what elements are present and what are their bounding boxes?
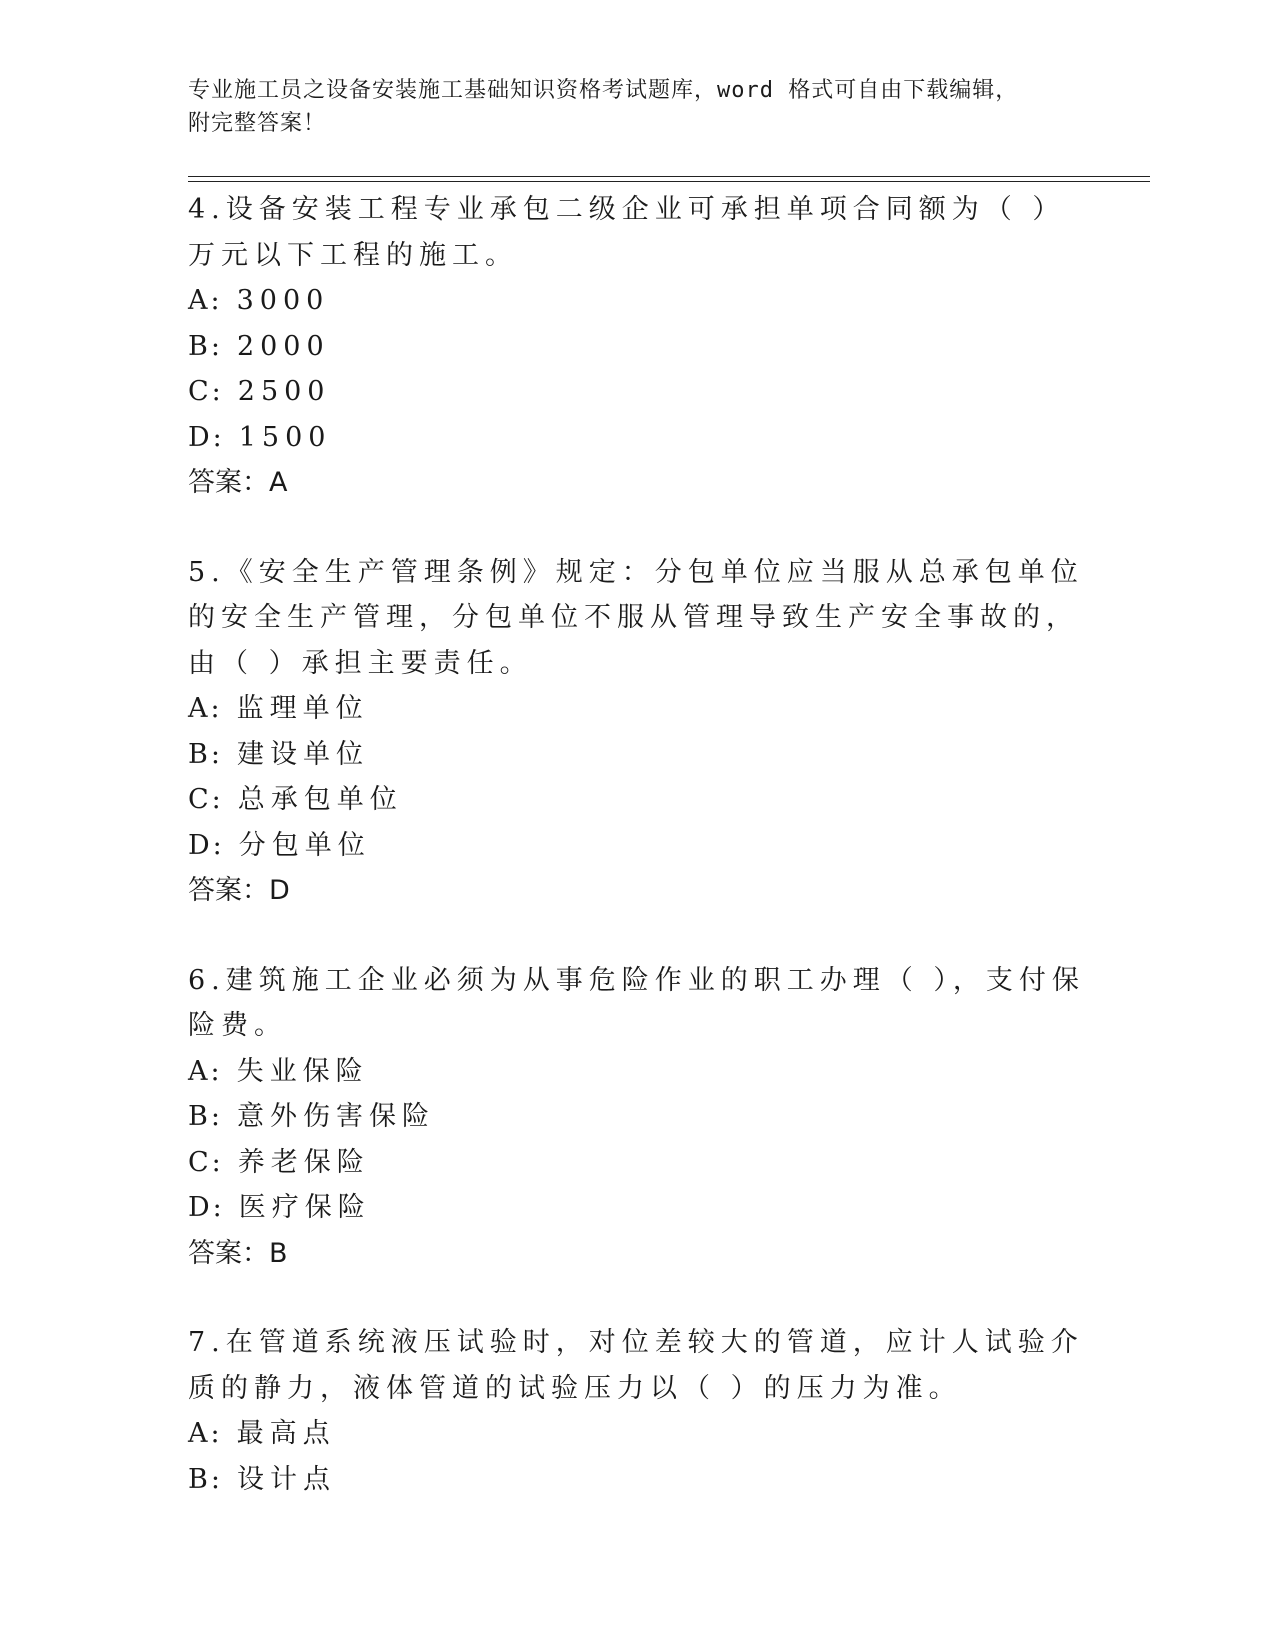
option-key: B: [188, 1101, 223, 1132]
option-value: 监理单位 [236, 693, 369, 724]
document-header [188, 74, 1088, 140]
option-key: A: [188, 1418, 223, 1449]
header-line-2: 附完整答案！ [188, 111, 327, 136]
option-d [188, 823, 1088, 869]
option-key: A: [188, 1055, 223, 1087]
option-a [188, 1411, 1088, 1457]
option-value: 设计点 [236, 1463, 336, 1495]
option-key: D: [188, 421, 225, 453]
option-value: 总承包单位 [237, 784, 403, 815]
question-text: 5.《安全生产管理条例》规定：分包单位应当服从总承包单位的安全生产管理，分包单位不服从管理导致生产安全事故的，由（ ）承担主要责任。 [188, 556, 1084, 679]
question-6 [188, 958, 1088, 1277]
option-c [188, 369, 1088, 415]
option-key: D: [188, 829, 225, 861]
answer-line: 答案：B [188, 1237, 288, 1269]
header-line-1: 专业施工员之设备安装施工基础知识资格考试题库，word 格式可自由下载编辑， [188, 78, 1019, 103]
question-text: 6.建筑施工企业必须为从事危险作业的职工办理（ ），支付保险费。 [188, 964, 1085, 1041]
answer-line: 答案：D [188, 875, 290, 906]
option-value: 分包单位 [238, 829, 371, 861]
question-spacer [188, 506, 1088, 550]
option-key: C: [188, 1146, 224, 1178]
option-value: 最高点 [236, 1418, 336, 1449]
option-d [188, 415, 1088, 461]
option-c [188, 1140, 1088, 1186]
option-value: 失业保险 [236, 1055, 369, 1087]
option-a [188, 278, 1088, 324]
option-c [188, 777, 1088, 823]
answer-line: 答案：A [188, 467, 288, 498]
question-5 [188, 550, 1088, 914]
option-a [188, 1049, 1088, 1095]
question-spacer [188, 914, 1088, 958]
option-b [188, 1457, 1088, 1503]
option-key: A: [188, 693, 223, 724]
option-key: B: [188, 738, 223, 770]
option-b [188, 324, 1088, 370]
option-b [188, 1094, 1088, 1140]
option-value: 医疗保险 [238, 1192, 371, 1223]
option-key: B: [188, 1463, 223, 1495]
option-value: 养老保险 [237, 1146, 370, 1178]
question-spacer [188, 1276, 1088, 1320]
option-b [188, 732, 1088, 778]
question-list [188, 187, 1088, 1502]
option-value: 2500 [237, 376, 331, 407]
header-divider-bottom [188, 181, 1150, 182]
option-key: D: [188, 1192, 225, 1223]
option-key: B: [188, 330, 223, 362]
option-value: 1500 [238, 421, 332, 453]
option-key: A: [188, 285, 223, 316]
question-text: 4.设备安装工程专业承包二级企业可承担单项合同额为（ ）万元以下工程的施工。 [188, 194, 1066, 271]
option-key: C: [188, 376, 224, 407]
option-value: 意外伤害保险 [236, 1101, 435, 1132]
option-key: C: [188, 784, 224, 815]
option-value: 建设单位 [236, 738, 369, 770]
option-a [188, 686, 1088, 732]
option-value: 2000 [236, 330, 330, 362]
option-value: 3000 [236, 285, 330, 316]
question-7 [188, 1320, 1088, 1502]
option-d [188, 1185, 1088, 1231]
header-divider-top [188, 176, 1150, 177]
question-4 [188, 187, 1088, 506]
question-text: 7.在管道系统液压试验时，对位差较大的管道，应计人试验介质的静力，液体管道的试验压力以（ ）的压力为准。 [188, 1327, 1084, 1404]
